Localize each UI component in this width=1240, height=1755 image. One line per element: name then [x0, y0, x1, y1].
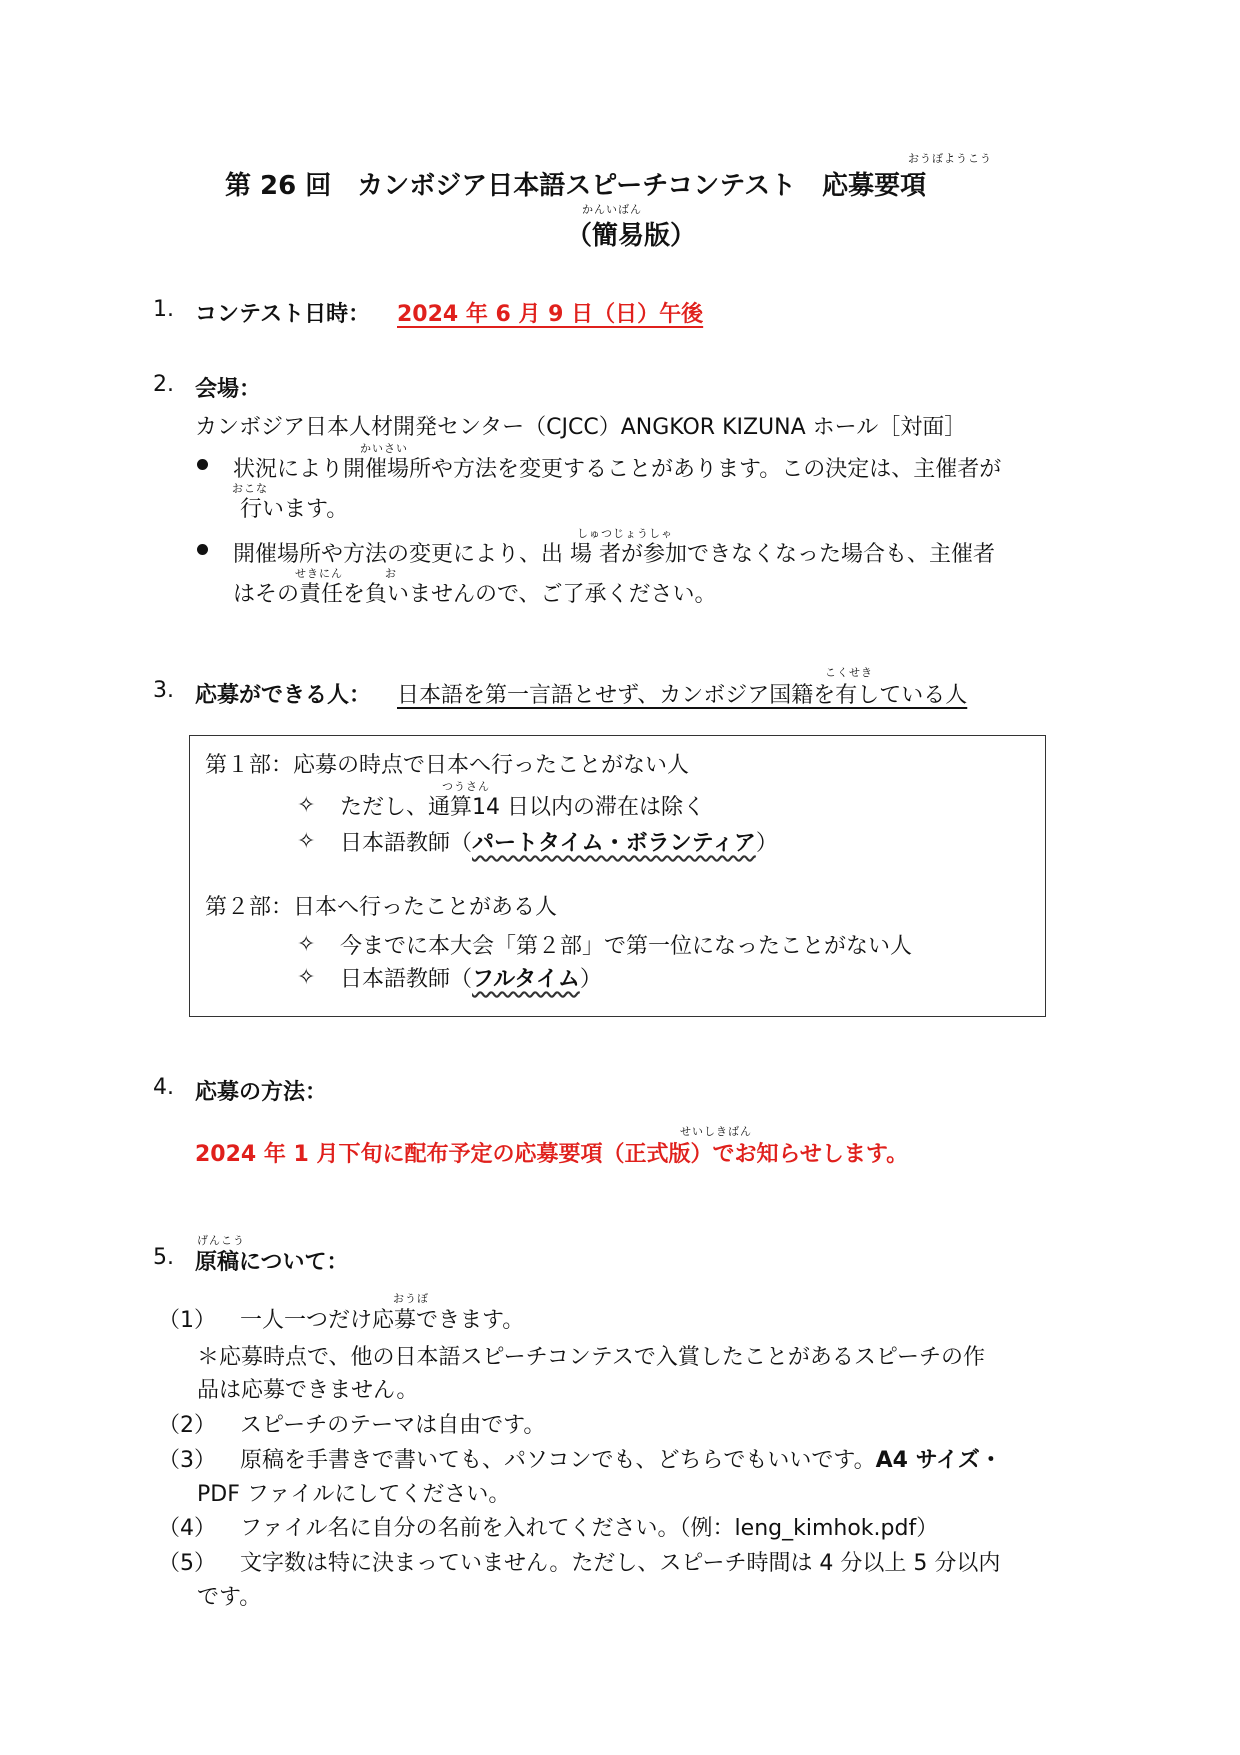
part-2-item-1-marker: ✧: [297, 932, 316, 957]
item-3-number: （3）: [158, 1448, 216, 1473]
contest-datetime: 2024 年 6 月 9 日（日）午後: [397, 302, 704, 327]
bullet-1-ruby: かいさい: [360, 442, 408, 455]
section-4-label: 応募の方法：: [195, 1080, 328, 1105]
bullet-2-ruby: しゅつじょうしゃ: [577, 527, 673, 540]
bullet-2-line-2: はその責任を負いませんので、ご了承ください。: [233, 582, 717, 607]
item-1-number: （1）: [158, 1308, 216, 1333]
item-1-text: 一人一つだけ応募できます。: [240, 1308, 525, 1333]
section-5-number: 5.: [153, 1245, 174, 1270]
bullet-2-dot: [197, 544, 208, 555]
section-5-ruby: げんこう: [197, 1234, 245, 1247]
section-4-ruby: せいしきばん: [680, 1125, 752, 1138]
bullet-1-dot: [197, 459, 208, 470]
part-1-item-1: ただし、通算14 日以内の滞在は除く: [340, 795, 705, 820]
item-2-number: （2）: [158, 1413, 216, 1438]
section-3-ruby: こくせき: [825, 666, 873, 679]
item-3-text-line-1: [240, 1443, 1002, 1474]
item-3-text-format: A4 サイズ・: [875, 1448, 1002, 1473]
part-1-item-2: [340, 826, 778, 857]
section-3-number: 3.: [153, 678, 174, 703]
bullet-1-line-2: 行います。: [240, 497, 349, 522]
section-2-number: 2.: [153, 372, 174, 397]
subtitle-ruby: かんいばん: [582, 203, 642, 216]
application-method: 2024 年 1 月下旬に配布予定の応募要項（正式版）でお知らせします。: [195, 1142, 909, 1167]
item-5-text-line-2: です。: [197, 1585, 262, 1610]
part-1-title: 第１部：応募の時点で日本へ行ったことがない人: [205, 753, 690, 778]
section-3-label: 応募ができる人：: [195, 683, 372, 708]
part-2-item-2-em: フルタイム: [472, 967, 580, 992]
section-5-label: 原稿について：: [195, 1250, 349, 1275]
part-2-item-2-marker: ✧: [297, 965, 316, 990]
item-5-text-line-1: 文字数は特に決まっていません。ただし、スピーチ時間は 4 分以上 5 分以内: [240, 1551, 1001, 1576]
part-1-item-2-em: パートタイム・ボランティア: [472, 831, 756, 856]
item-2-text: スピーチのテーマは自由です。: [240, 1413, 546, 1438]
part-1-item-2-marker: ✧: [297, 829, 316, 854]
section-2-label: 会場：: [195, 377, 262, 402]
item-4-number: （4）: [158, 1516, 216, 1541]
bullet-2-line-1: 開催場所や方法の変更により、出 場 者が参加できなくなった場合も、主催者: [233, 542, 995, 567]
item-3-text-main: 原稿を手書きで書いても、パソコンでも、どちらでもいいです。: [240, 1448, 876, 1473]
part-2-item-2: [340, 962, 602, 993]
venue-text: カンボジア日本人材開発センター（CJCC）ANGKOR KIZUNA ホール［対面］: [195, 415, 967, 440]
bullet-2-line-2-ruby-1: せきにん: [295, 567, 343, 580]
bullet-1-line-2-ruby: おこな: [232, 482, 268, 495]
item-4-text: ファイル名に自分の名前を入れてください。（例：leng_kimhok.pdf）: [240, 1516, 939, 1541]
item-1-ruby: おうぼ: [393, 1292, 429, 1305]
page-title: 第 26 回 カンボジア日本語スピーチコンテスト 応募要項: [225, 171, 927, 201]
bullet-2-line-2-ruby-2: お: [385, 567, 397, 580]
section-4-number: 4.: [153, 1075, 174, 1100]
item-1-note-line-1: ＊応募時点で、他の日本語スピーチコンテスで入賞したことがあるスピーチの作: [197, 1345, 986, 1370]
part-1-item-1-marker: ✧: [297, 793, 316, 818]
item-3-text-line-2: PDF ファイルにしてください。: [197, 1482, 511, 1507]
part-1-item-2-pre: 日本語教師（: [340, 831, 473, 856]
part-2-item-2-post: ）: [579, 967, 602, 992]
part-1-item-2-post: ）: [755, 831, 778, 856]
item-5-number: （5）: [158, 1551, 216, 1576]
part-2-item-2-pre: 日本語教師（: [340, 967, 473, 992]
part-2-title: 第２部：日本へ行ったことがある人: [205, 895, 558, 920]
item-1-note-line-2: 品は応募できません。: [197, 1378, 419, 1403]
title-ruby: おうぼようこう: [908, 152, 992, 165]
bullet-1-line-1: 状況により開催場所や方法を変更することがあります。この決定は、主催者が: [233, 457, 1002, 482]
eligibility-text: 日本語を第一言語とせず、カンボジア国籍を有している人: [397, 683, 968, 708]
page-subtitle: （簡易版）: [566, 221, 697, 251]
section-1-number: 1.: [153, 297, 174, 322]
part-1-item-1-ruby: つうさん: [442, 780, 490, 793]
part-2-item-1: 今までに本大会「第２部」で第一位になったことがない人: [340, 934, 913, 959]
section-1-label: コンテスト日時：: [195, 302, 371, 327]
